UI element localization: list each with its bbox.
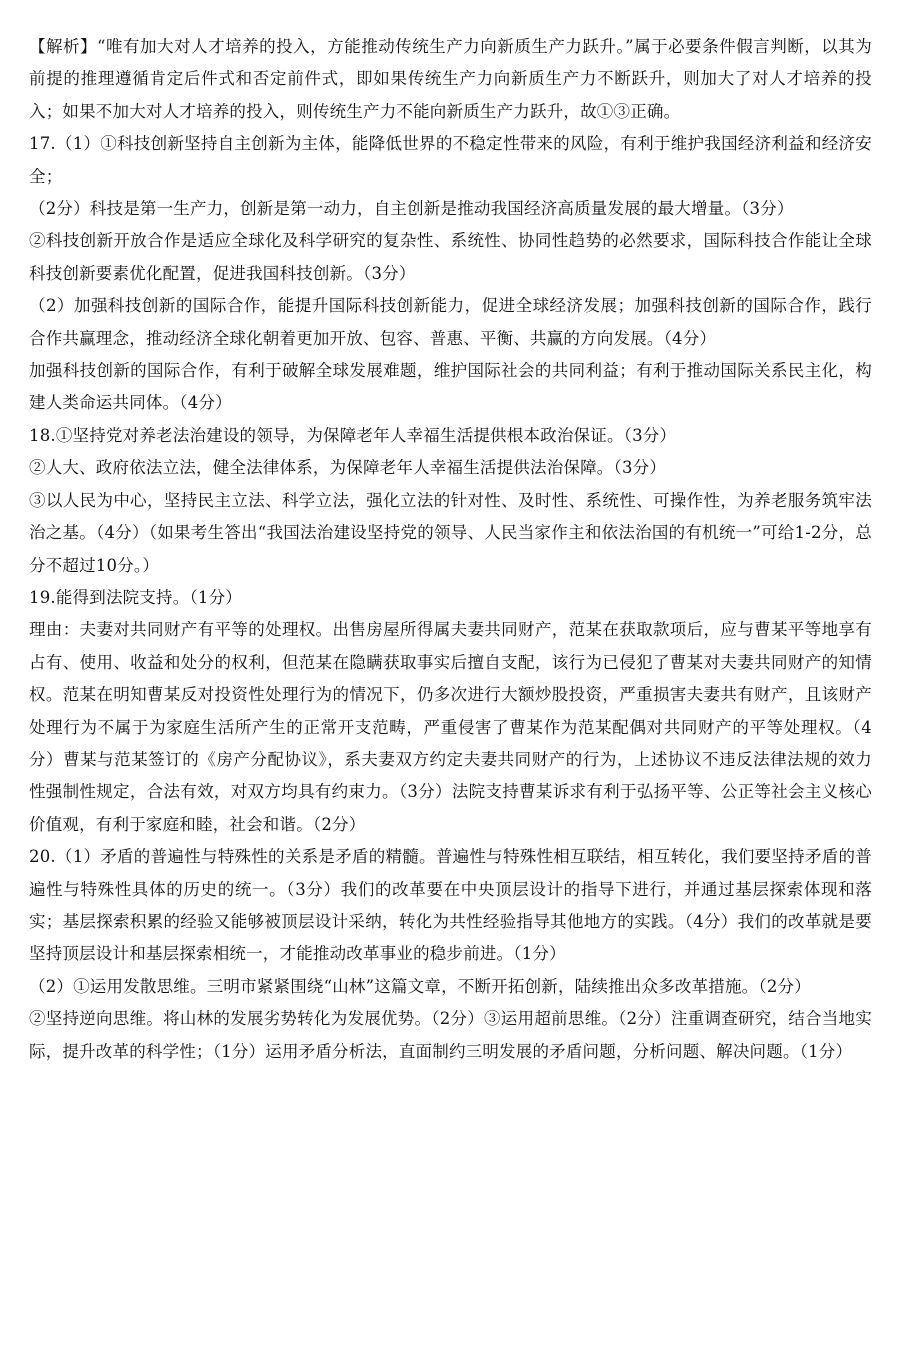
q18-point3: ③以人民为中心，坚持民主立法、科学立法，强化立法的针对性、及时性、系统性、可操作性，为养老服务筑牢法治之基。（4分）（如果考生答出“我国法治建设坚持党的领导、人民当家作主和依法治国的有机统一”可给1-2分，总分不超过10分。） xyxy=(29,490,872,575)
q20-part2-point2: ②坚持逆向思维。将山林的发展劣势转化为发展优势。（2分）③运用超前思维。（2分）注重调查研究，结合当地实际，提升改革的科学性；（1分）运用矛盾分析法，直面制约三明发展的矛盾问题，分析问题、解决问题。（1分） xyxy=(29,1009,872,1061)
q17-part1-point1-continued: （2分）科技是第一生产力，创新是第一动力，自主创新是推动我国经济高质量发展的最大增量。（3分） xyxy=(29,199,794,219)
q17-part2-point1: （2）加强科技创新的国际合作，能提升国际科技创新能力，促进全球经济发展；加强科技创新的国际合作，践行合作共赢理念，推动经济全球化朝着更加开放、包容、普惠、平衡、共赢的方向发展。（4分） xyxy=(29,296,872,348)
q18-point1: 18.①坚持党对养老法治建设的领导，为保障老年人幸福生活提供根本政治保证。（3分） xyxy=(29,425,677,445)
document-body xyxy=(29,31,872,1068)
q20-part2-point1: （2）①运用发散思维。三明市紧紧围绕“山林”这篇文章，不断开拓创新，陆续推出众多改革措施。（2分） xyxy=(29,976,811,996)
q20-part1: 20.（1）矛盾的普遍性与特殊性的关系是矛盾的精髓。普遍性与特殊性相互联结，相互转化，我们要坚持矛盾的普遍性与特殊性具体的历史的统一。（3分）我们的改革要在中央顶层设计的指导下进行，并通过基层探索体现和落实；基层探索积累的经验又能够被顶层设计采纳，转化为共性经验指导其他地方的实践。（4分）我们的改革就是要坚持顶层设计和基层探索相统一，才能推动改革事业的稳步前进。（1分） xyxy=(29,847,872,964)
analysis-paragraph: 【解析】“唯有加大对人才培养的投入，方能推动传统生产力向新质生产力跃升。”属于必要条件假言判断，以其为前提的推理遵循肯定后件式和否定前件式，即如果传统生产力向新质生产力不断跃升，则加大了对人才培养的投入；如果不加大对人才培养的投入，则传统生产力不能向新质生产力跃升，故①③正确。 xyxy=(29,37,872,121)
q17-part1-point2: ②科技创新开放合作是适应全球化及科学研究的复杂性、系统性、协同性趋势的必然要求，国际科技合作能让全球科技创新要素优化配置，促进我国科技创新。（3分） xyxy=(29,231,872,283)
q17-part2-point2: 加强科技创新的国际合作，有利于破解全球发展难题，维护国际社会的共同利益；有利于推动国际关系民主化，构建人类命运共同体。（4分） xyxy=(29,361,872,413)
q18-point2: ②人大、政府依法立法，健全法律体系，为保障老年人幸福生活提供法治保障。（3分） xyxy=(29,458,667,478)
q19-answer: 19.能得到法院支持。（1分） xyxy=(29,587,242,607)
q19-reason: 理由：夫妻对共同财产有平等的处理权。出售房屋所得属夫妻共同财产，范某在获取款项后，应与曹某平等地享有占有、使用、收益和处分的权利，但范某在隐瞒获取事实后擅自支配，该行为已侵犯了曹某对夫妻共同财产的知情权。范某在明知曹某反对投资性处理行为的情况下，仍多次进行大额炒股投资，严重损害夫妻共有财产，且该财产处理行为不属于为家庭生活所产生的正常开支范畴，严重侵害了曹某作为范某配偶对共同财产的平等处理权。（4分）曹某与范某签订的《房产分配协议》，系夫妻双方约定夫妻共同财产的行为，上述协议不违反法律法规的效力性强制性规定，合法有效，对双方均具有约束力。（3分）法院支持曹某诉求有利于弘扬平等、公正等社会主义核心价值观，有利于家庭和睦，社会和谐。（2分） xyxy=(29,620,872,834)
q17-part1-point1: 17.（1）①科技创新坚持自主创新为主体，能降低世界的不稳定性带来的风险，有利于维护我国经济利益和经济安全； xyxy=(29,134,872,186)
